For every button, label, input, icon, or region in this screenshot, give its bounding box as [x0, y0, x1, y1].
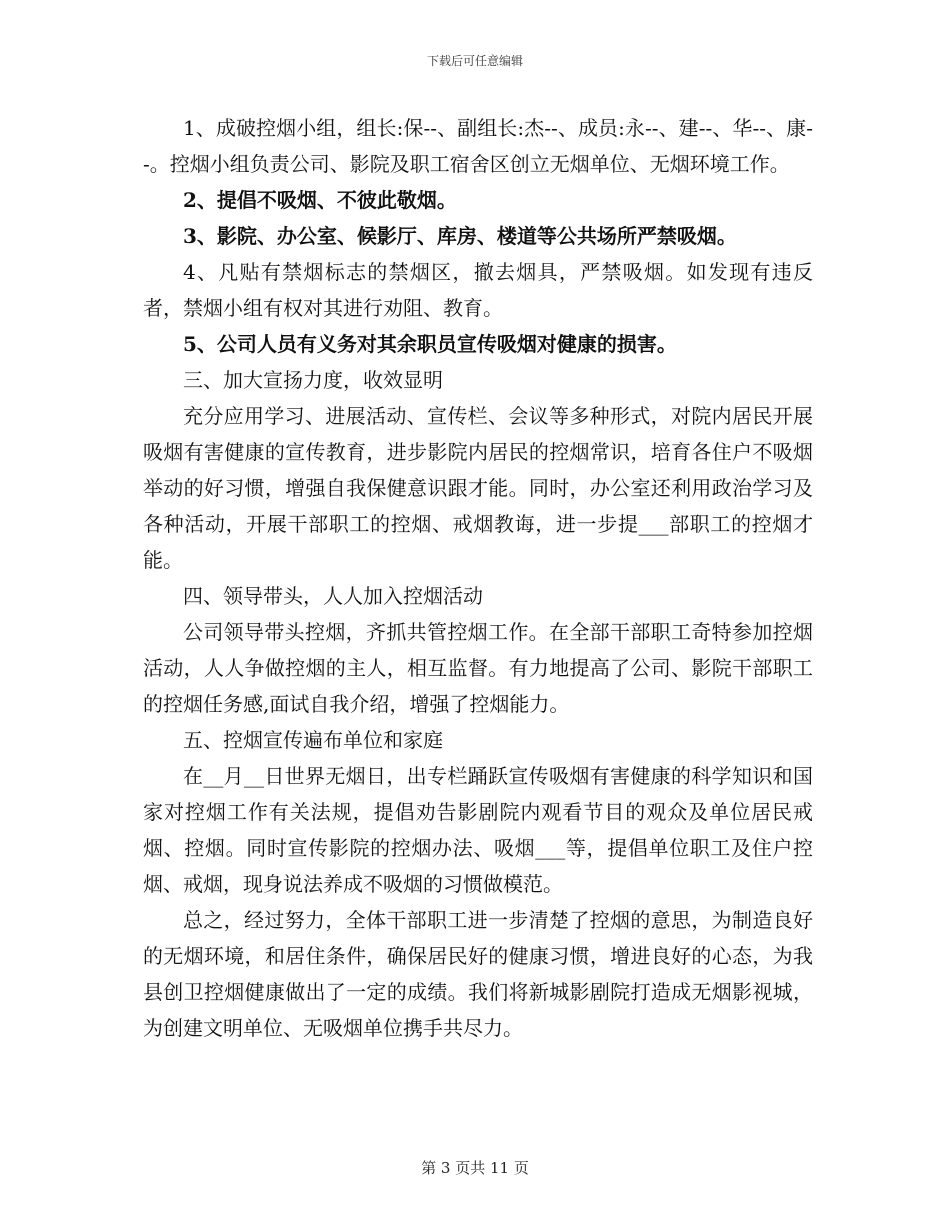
paragraph-5: 5、公司人员有义务对其余职员宣传吸烟对健康的损害。 [183, 332, 677, 356]
section-heading-5: 五、控烟宣传遍布单位和家庭 [183, 728, 443, 752]
paragraph-8: 在__月__日世界无烟日，出专栏踊跃宣传吸烟有害健康的科学知识和国家对控烟工作有关法规，提倡劝告影剧院内观看节目的观众及单位居民戒烟、控烟。同时宣传影院的控烟办法、吸烟___等，提倡单位职工及住户控烟、戒烟，现身说法养成不吸烟的习惯做模范。 [143, 764, 813, 896]
page-header: 下载后可任意编辑 [426, 54, 523, 68]
section-heading-3: 三、加大宣扬力度，收效显明 [183, 368, 443, 392]
paragraph-7: 公司领导带头控烟，齐抓共管控烟工作。在全部干部职工奇特参加控烟活动，人人争做控烟的主人，相互监督。有力地提高了公司、影院干部职工的控烟任务感,面试自我介绍，增强了控烟能力。 [143, 620, 813, 716]
page-footer: 第 3 页共 11 页 [421, 1159, 529, 1177]
paragraph-3: 3、影院、办公室、候影厅、库房、楼道等公共场所严禁吸烟。 [183, 224, 737, 248]
paragraph-1: 1、成破控烟小组，组长:保--、副组长:杰--、成员:永--、建--、华--、康--。控烟小组负责公司、影院及职工宿舍区创立无烟单位、无烟环境工作。 [143, 116, 813, 176]
paragraph-4: 4、凡贴有禁烟标志的禁烟区，撤去烟具，严禁吸烟。如发现有违反者，禁烟小组有权对其进行劝阻、教育。 [143, 260, 813, 320]
document-body [143, 110, 813, 1046]
paragraph-9: 总之，经过努力，全体干部职工进一步清楚了控烟的意思，为制造良好的无烟环境，和居住条件，确保居民好的健康习惯，增进良好的心态，为我县创卫控烟健康做出了一定的成绩。我们将新城影剧院打造成无烟影视城，为创建文明单位、无吸烟单位携手共尽力。 [143, 908, 813, 1040]
paragraph-2: 2、提倡不吸烟、不彼此敬烟。 [183, 188, 457, 212]
paragraph-6: 充分应用学习、进展活动、宣传栏、会议等多种形式，对院内居民开展吸烟有害健康的宣传教育，进步影院内居民的控烟常识，培育各住户不吸烟举动的好习惯，增强自我保健意识跟才能。同时，办公室还利用政治学习及各种活动，开展干部职工的控烟、戒烟教诲，进一步提___部职工的控烟才能。 [143, 404, 813, 572]
section-heading-4: 四、领导带头，人人加入控烟活动 [183, 584, 483, 608]
